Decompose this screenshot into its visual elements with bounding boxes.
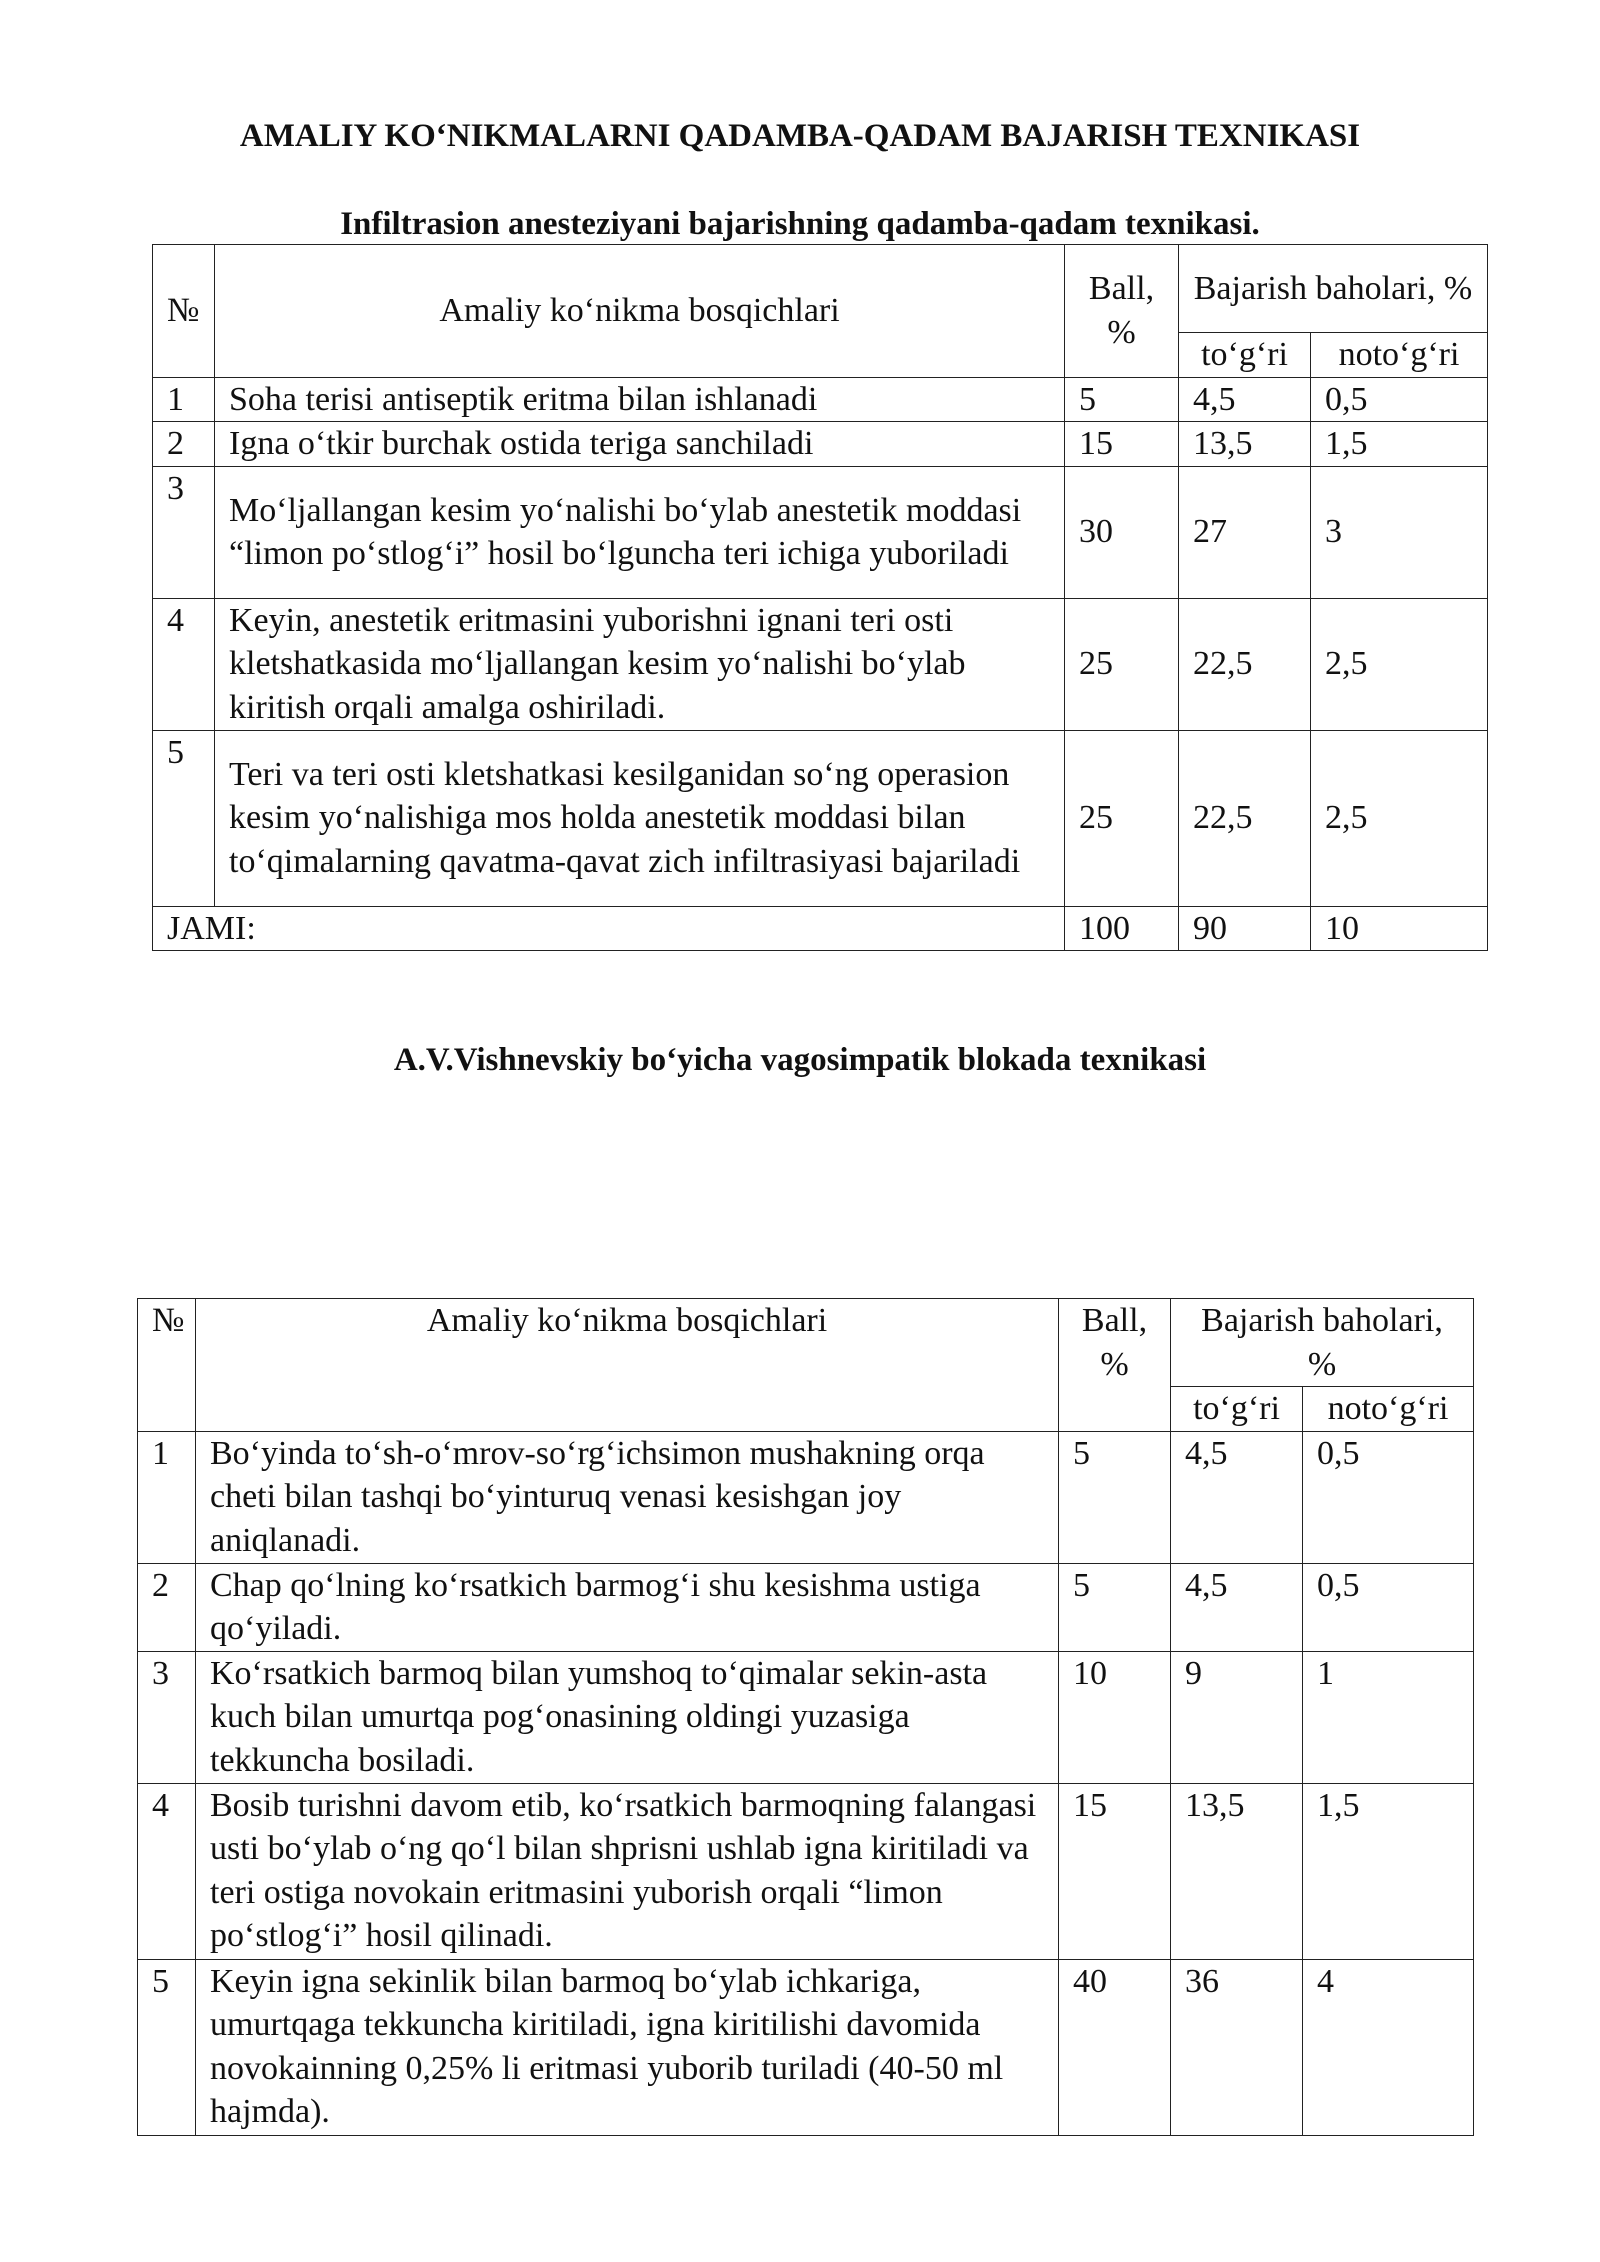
- total-ball: 100: [1065, 906, 1179, 951]
- header-togri: to‘g‘ri: [1179, 333, 1311, 378]
- row-ball: 25: [1065, 730, 1179, 906]
- header-ball: Ball, %: [1059, 1299, 1171, 1432]
- row-text: Bo‘yinda to‘sh-o‘mrov-so‘rg‘ichsimon mushakning orqa cheti bilan tashqi bo‘yinturuq venasi kesishgan joy aniqlanadi.: [196, 1431, 1059, 1563]
- row-togri: 4,5: [1171, 1563, 1303, 1651]
- row-num: 4: [153, 598, 215, 730]
- row-togri: 22,5: [1179, 598, 1311, 730]
- table-row: [138, 1431, 1474, 1563]
- total-row: [153, 906, 1488, 951]
- row-togri: 27: [1179, 466, 1311, 598]
- table-row: [153, 730, 1488, 906]
- row-ball: 10: [1059, 1651, 1171, 1783]
- row-num: 2: [138, 1563, 196, 1651]
- row-togri: 36: [1171, 1959, 1303, 2135]
- row-notogri: 2,5: [1311, 730, 1488, 906]
- row-notogri: 3: [1311, 466, 1488, 598]
- header-row: [138, 1299, 1474, 1387]
- header-notogri: noto‘g‘ri: [1311, 333, 1488, 378]
- table-row: [138, 1783, 1474, 1959]
- row-text: Igna o‘tkir burchak ostida teriga sanchiladi: [215, 422, 1065, 467]
- row-num: 5: [138, 1959, 196, 2135]
- row-togri: 13,5: [1171, 1783, 1303, 1959]
- header-row: [153, 245, 1488, 333]
- row-notogri: 1,5: [1311, 422, 1488, 467]
- table2-title: A.V.Vishnevskiy bo‘yicha vagosimpatik blokada texnikasi: [393, 1042, 1207, 1078]
- row-text: Bosib turishni davom etib, ko‘rsatkich barmoqning falangasi usti bo‘ylab o‘ng qo‘l bilan shprisni ushlab igna kiritiladi va teri ostiga novokain eritmasini yuborish orqali “limon po‘stlog‘i” hosil qilinadi.: [196, 1783, 1059, 1959]
- row-text: Teri va teri osti kletshatkasi kesilganidan so‘ng operasion kesim yo‘nalishiga mos holda anestetik moddasi bilan to‘qimalarning qavatma-qavat zich infiltrasiyasi bajariladi: [215, 730, 1065, 906]
- row-text: Chap qo‘lning ko‘rsatkich barmog‘i shu kesishma ustiga qo‘yiladi.: [196, 1563, 1059, 1651]
- row-ball: 30: [1065, 466, 1179, 598]
- header-ball: Ball, %: [1065, 245, 1179, 378]
- row-notogri: 0,5: [1303, 1563, 1474, 1651]
- table-row: [138, 1563, 1474, 1651]
- table-row: [153, 377, 1488, 422]
- row-ball: 40: [1059, 1959, 1171, 2135]
- header-num: №: [153, 245, 215, 378]
- row-notogri: 4: [1303, 1959, 1474, 2135]
- row-togri: 4,5: [1171, 1431, 1303, 1563]
- row-num: 5: [153, 730, 215, 906]
- row-togri: 4,5: [1179, 377, 1311, 422]
- row-togri: 13,5: [1179, 422, 1311, 467]
- row-notogri: 0,5: [1303, 1431, 1474, 1563]
- row-notogri: 1,5: [1303, 1783, 1474, 1959]
- row-togri: 9: [1171, 1651, 1303, 1783]
- header-bajarish: Bajarish baholari, %: [1171, 1299, 1474, 1387]
- row-text: Keyin, anestetik eritmasini yuborishni ignani teri osti kletshatkasida mo‘ljallangan kesim yo‘nalishi bo‘ylab kiritish orqali amalga oshiriladi.: [215, 598, 1065, 730]
- header-notogri: noto‘g‘ri: [1303, 1387, 1474, 1432]
- page-title: AMALIY KO‘NIKMALARNI QADAMBA-QADAM BAJARISH TEXNIKASI: [239, 118, 1361, 154]
- row-notogri: 2,5: [1311, 598, 1488, 730]
- total-label: JAMI:: [153, 906, 1065, 951]
- table-row: [153, 466, 1488, 598]
- row-ball: 15: [1059, 1783, 1171, 1959]
- row-notogri: 0,5: [1311, 377, 1488, 422]
- infiltration-anesthesia-table: [152, 244, 1488, 951]
- vagosympathetic-block-table: [137, 1298, 1474, 2136]
- total-notogri: 10: [1311, 906, 1488, 951]
- table-row: [153, 598, 1488, 730]
- row-text: Ko‘rsatkich barmoq bilan yumshoq to‘qimalar sekin-asta kuch bilan umurtqa pog‘onasining oldingi yuzasiga tekkuncha bosiladi.: [196, 1651, 1059, 1783]
- header-stage: Amaliy ko‘nikma bosqichlari: [215, 245, 1065, 378]
- table-row: [138, 1651, 1474, 1783]
- table-row: [153, 422, 1488, 467]
- header-num: №: [138, 1299, 196, 1432]
- row-num: 3: [153, 466, 215, 598]
- row-ball: 5: [1059, 1563, 1171, 1651]
- total-togri: 90: [1179, 906, 1311, 951]
- header-bajarish: Bajarish baholari, %: [1179, 245, 1488, 333]
- row-text: Mo‘ljallangan kesim yo‘nalishi bo‘ylab anestetik moddasi “limon po‘stlog‘i” hosil bo‘lguncha teri ichiga yuboriladi: [215, 466, 1065, 598]
- header-stage: Amaliy ko‘nikma bosqichlari: [196, 1299, 1059, 1432]
- table-row: [138, 1959, 1474, 2135]
- row-num: 1: [153, 377, 215, 422]
- row-ball: 15: [1065, 422, 1179, 467]
- row-ball: 5: [1059, 1431, 1171, 1563]
- header-togri: to‘g‘ri: [1171, 1387, 1303, 1432]
- row-text: Keyin igna sekinlik bilan barmoq bo‘ylab ichkariga, umurtqaga tekkuncha kiritiladi, igna kiritilishi davomida novokainning 0,25% li eritmasi yuborib turiladi (40-50 ml hajmda).: [196, 1959, 1059, 2135]
- table1-title: Infiltrasion anesteziyani bajarishning qadamba-qadam texnikasi.: [340, 206, 1260, 242]
- row-ball: 5: [1065, 377, 1179, 422]
- row-text: Soha terisi antiseptik eritma bilan ishlanadi: [215, 377, 1065, 422]
- row-ball: 25: [1065, 598, 1179, 730]
- row-num: 1: [138, 1431, 196, 1563]
- row-togri: 22,5: [1179, 730, 1311, 906]
- row-num: 3: [138, 1651, 196, 1783]
- row-num: 2: [153, 422, 215, 467]
- row-notogri: 1: [1303, 1651, 1474, 1783]
- row-num: 4: [138, 1783, 196, 1959]
